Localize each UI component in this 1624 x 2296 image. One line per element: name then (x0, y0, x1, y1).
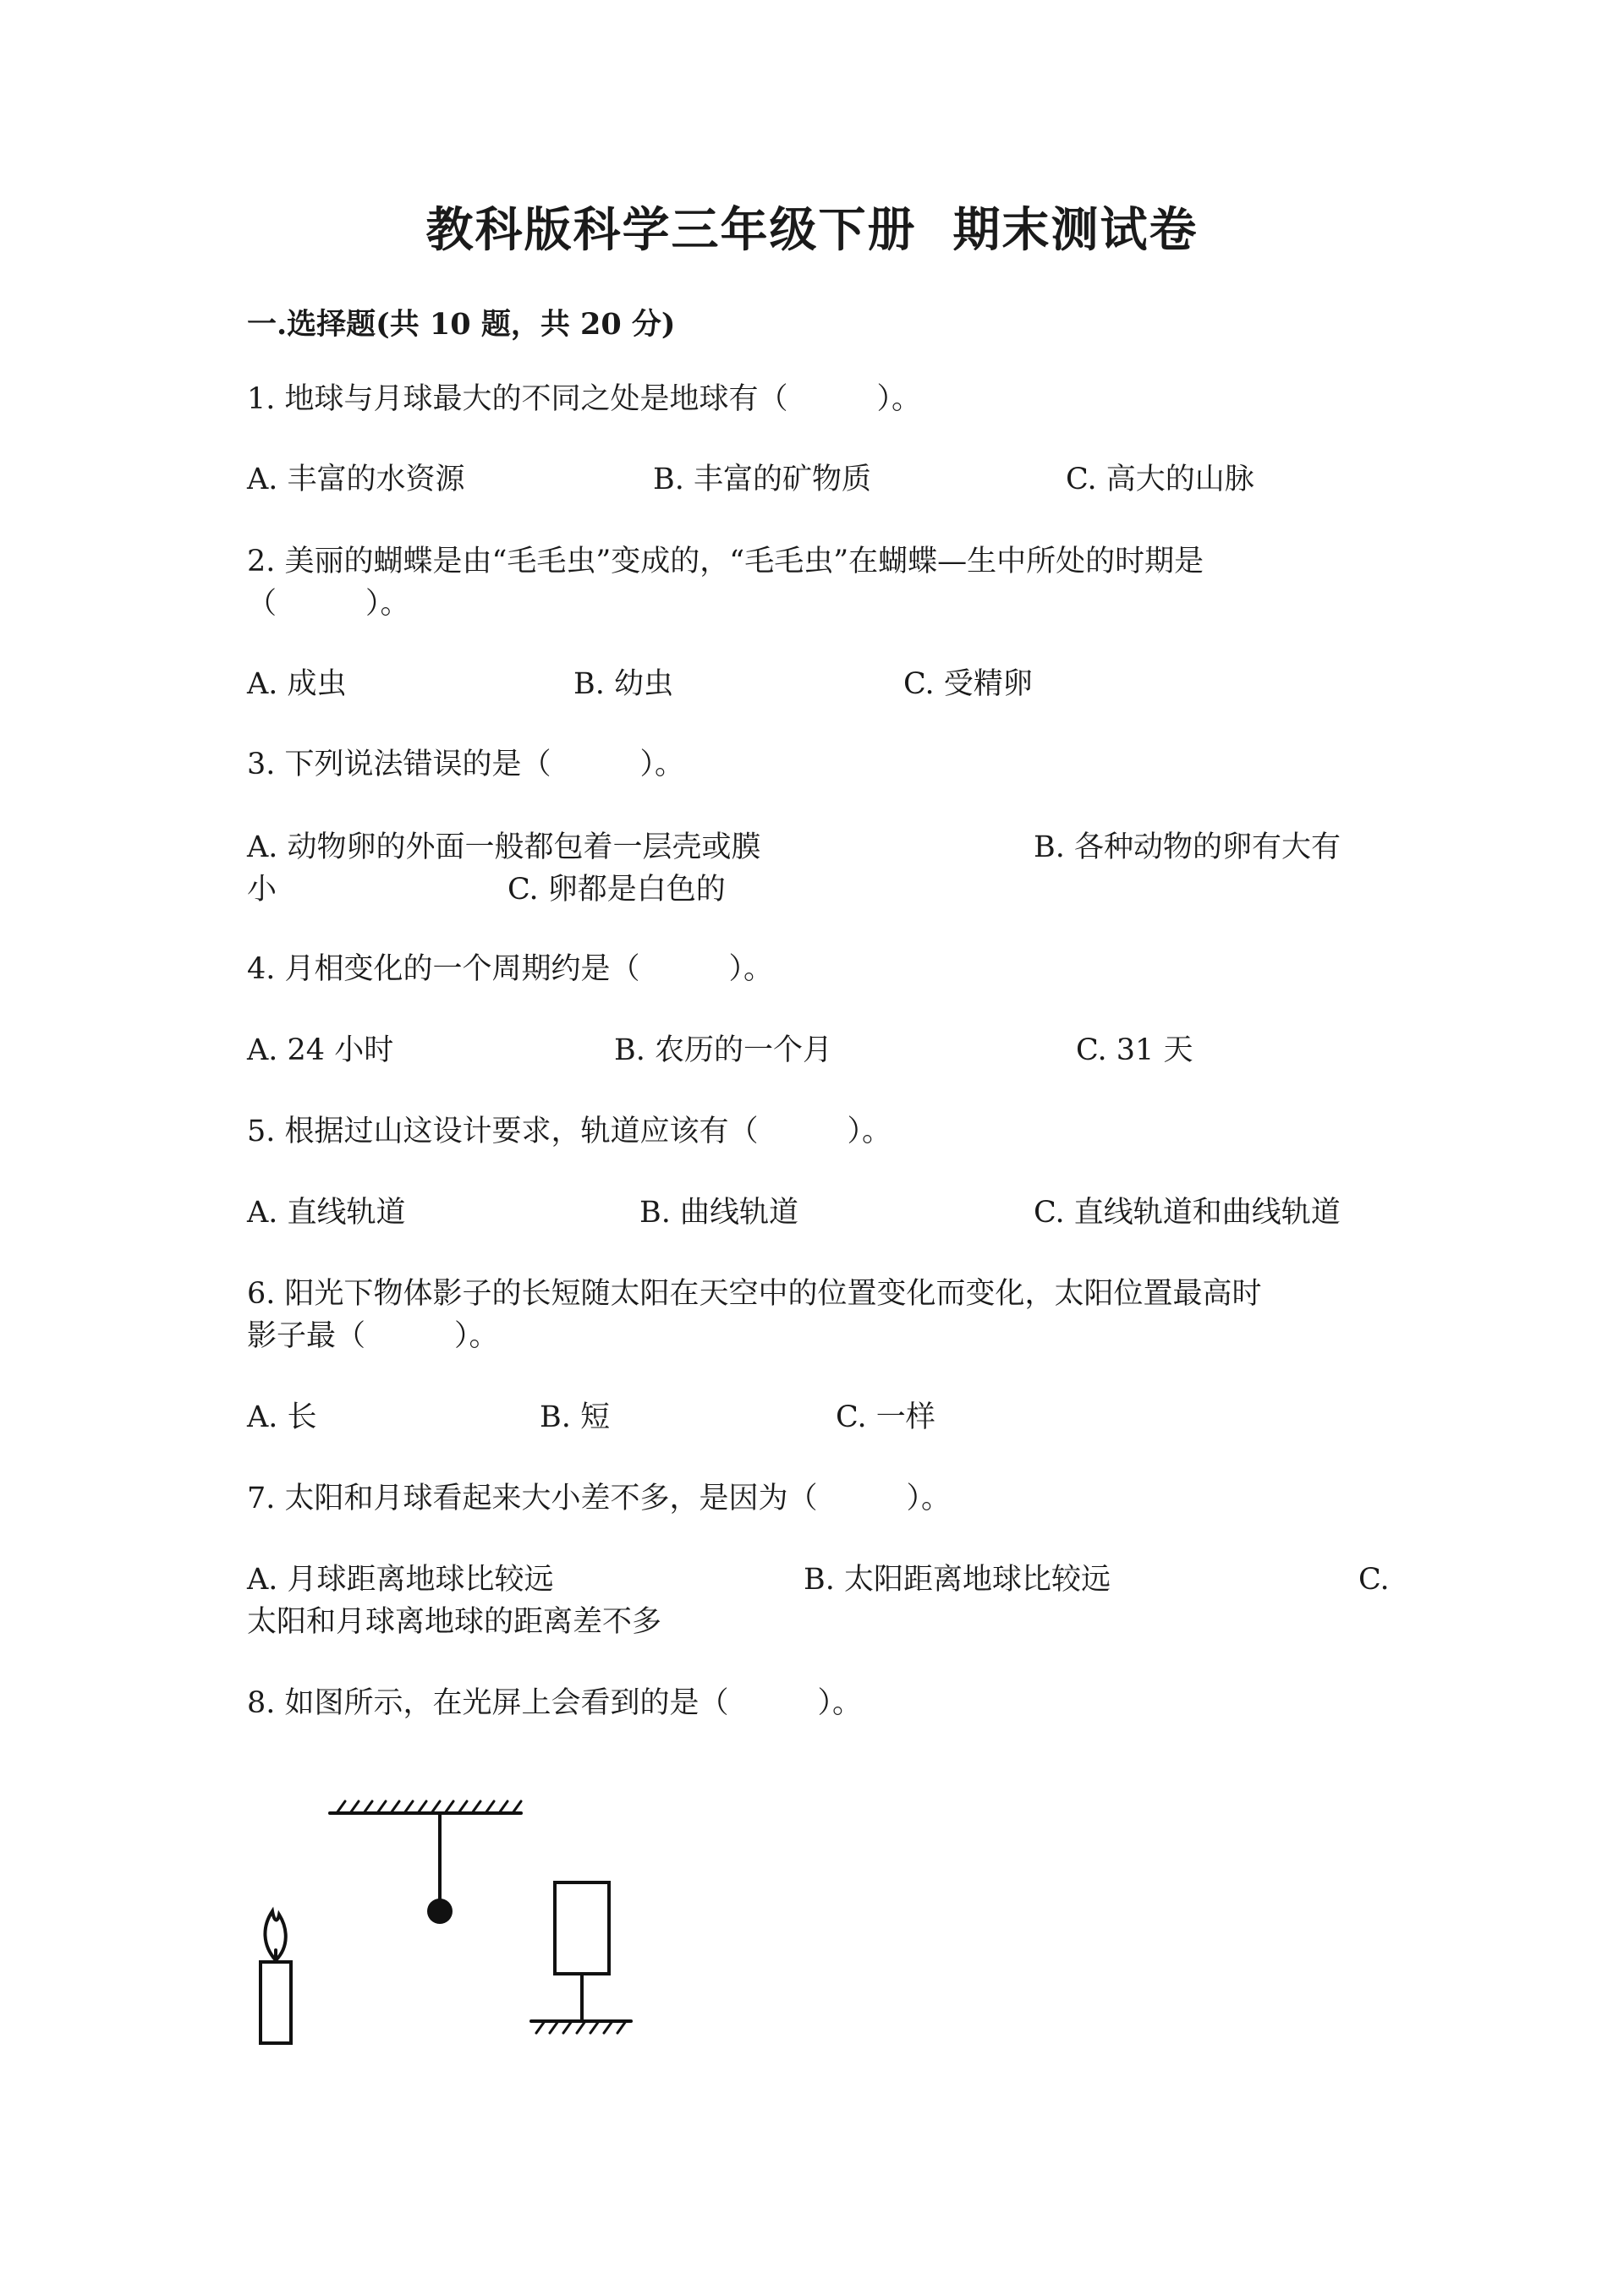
section-heading: 一.选择题(共 10 题，共 20 分) (247, 307, 676, 342)
question-5-option-c: C. 直线轨道和曲线轨道 (1034, 1196, 1341, 1230)
question-6-stem-line-2: 影子最（ ）。 (247, 1319, 499, 1353)
question-6-option-a: A. 长 (247, 1400, 317, 1434)
question-5-option-a: A. 直线轨道 (247, 1196, 406, 1230)
question-1-option-c: C. 高大的山脉 (1066, 463, 1254, 496)
question-1-option-b: B. 丰富的矿物质 (653, 463, 871, 496)
question-4-stem: 4. 月相变化的一个周期约是（ ）。 (247, 952, 774, 986)
question-7-option-c: 太阳和月球离地球的距离差不多 (247, 1605, 662, 1639)
question-7-option-b: B. 太阳距离地球比较远 (804, 1563, 1111, 1597)
experiment-figure (237, 1776, 660, 2063)
question-1-option-a: A. 丰富的水资源 (247, 463, 465, 496)
question-3-option-c: C. 卵都是白色的 (508, 873, 726, 907)
question-4-option-a: A. 24 小时 (247, 1033, 394, 1067)
question-6-stem-line-1: 6. 阳光下物体影子的长短随太阳在天空中的位置变化而变化，太阳位置最高时 (247, 1277, 1262, 1311)
question-8-stem: 8. 如图所示，在光屏上会看到的是（ ）。 (247, 1686, 863, 1720)
question-1-stem: 1. 地球与月球最大的不同之处是地球有（ ）。 (247, 382, 922, 416)
question-7-option-a: A. 月球距离地球比较远 (247, 1563, 554, 1597)
question-3-stem: 3. 下列说法错误的是（ ）。 (247, 748, 685, 781)
page-title: 教科版科学三年级下册 期末测试卷 (425, 202, 1199, 258)
question-7-option-c-label: C. (1358, 1563, 1390, 1597)
question-2-option-b: B. 幼虫 (573, 667, 673, 701)
question-4-option-b: B. 农历的一个月 (614, 1033, 832, 1067)
question-2-option-a: A. 成虫 (247, 667, 347, 701)
question-5-stem: 5. 根据过山这设计要求，轨道应该有（ ）。 (247, 1115, 892, 1148)
question-5-option-b: B. 曲线轨道 (639, 1196, 798, 1230)
question-7-stem: 7. 太阳和月球看起来大小差不多，是因为（ ）。 (247, 1482, 952, 1515)
question-6-option-c: C. 一样 (836, 1400, 935, 1434)
ceiling-hatch (337, 1801, 521, 1813)
candle-body (261, 1962, 291, 2043)
question-2-stem-line-1: 2. 美丽的蝴蝶是由“毛毛虫”变成的，“毛毛虫”在蝴蝶—生中所处的时期是 (247, 545, 1204, 578)
question-3-option-b: B. 各种动物的卵有大有 (1034, 830, 1341, 864)
ball (427, 1899, 453, 1924)
ground-hatch (536, 2021, 626, 2033)
question-4-option-c: C. 31 天 (1076, 1033, 1193, 1067)
question-6-option-b: B. 短 (540, 1400, 610, 1434)
question-2-stem-line-2: （ ）。 (247, 587, 410, 621)
question-3-option-b-wrap: 小 (247, 873, 277, 907)
question-3-option-a: A. 动物卵的外面一般都包着一层壳或膜 (247, 830, 761, 864)
light-screen (555, 1882, 609, 1974)
question-2-option-c: C. 受精卵 (903, 667, 1033, 701)
